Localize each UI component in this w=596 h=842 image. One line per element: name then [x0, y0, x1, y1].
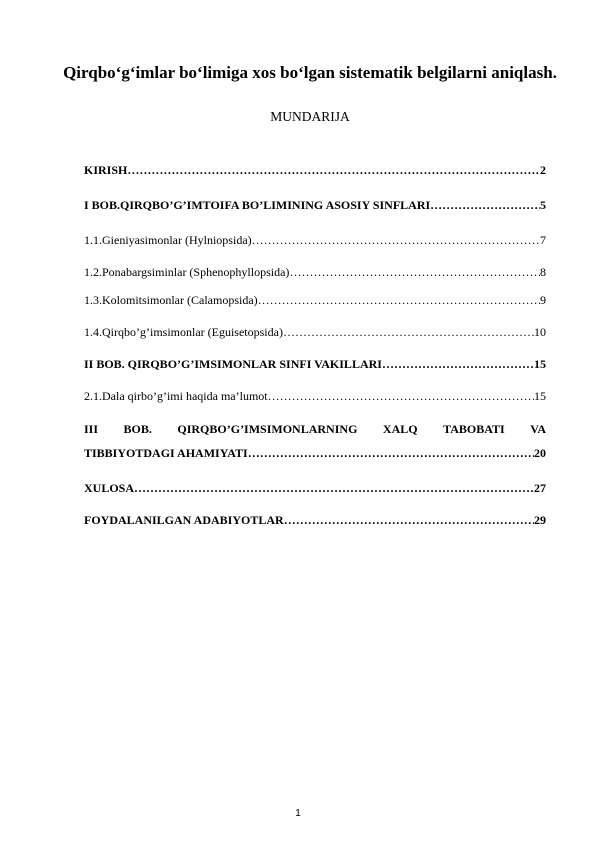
toc-entry-page: 15 — [534, 357, 546, 371]
toc-entry-page: 10 — [534, 325, 546, 339]
page-number: 1 — [295, 808, 301, 819]
toc-entry-label: 1.4.Qirqbo’g’imsimonlar (Eguisetopsida) — [84, 325, 283, 339]
toc-entry-label: I BOB.QIRQBO’G’IMTOIFA BO’LIMINING ASOSIY SINFLARI — [84, 198, 431, 212]
toc-leader-dots — [127, 161, 540, 179]
toc-entry-label: 1.1.Gieniyasimonlar (Hylniopsida) — [84, 233, 252, 247]
toc-entry-section-1-1[interactable] — [84, 231, 546, 249]
toc-leader-dots — [252, 231, 540, 249]
toc-entry-references[interactable] — [84, 511, 546, 529]
toc-leader-dots — [134, 479, 534, 497]
toc-word: TABOBATI — [443, 422, 505, 436]
toc-entry-label: II BOB. QIRQBO’G’IMSIMONLAR SINFI VAKILLARI — [84, 357, 382, 371]
toc-entry-chapter-1[interactable] — [84, 196, 546, 214]
toc-entry-page: 20 — [534, 446, 546, 460]
toc-leader-dots — [283, 323, 534, 341]
toc-leader-dots — [284, 511, 534, 529]
toc-entry-section-1-2[interactable] — [84, 263, 546, 281]
toc-entry-chapter-3-line2[interactable] — [84, 444, 546, 462]
toc-entry-label: XULOSA — [84, 481, 135, 495]
toc-entry-page: 2 — [540, 163, 546, 177]
toc-leader-dots — [430, 196, 540, 214]
toc-entry-page: 29 — [534, 513, 546, 527]
toc-entry-label: FOYDALANILGAN ADABIYOTLAR — [84, 513, 284, 527]
toc-word: VA — [530, 422, 546, 436]
toc-leader-dots — [289, 263, 540, 281]
toc-entry-label: 1.2.Ponabargsiminlar (Sphenophyllopsida) — [84, 265, 290, 279]
toc-word: BOB. — [123, 422, 152, 436]
toc-entry-page: 27 — [534, 481, 546, 495]
toc-leader-dots — [382, 355, 534, 373]
toc-leader-dots — [248, 444, 534, 462]
toc-word: QIRQBO’G’IMSIMONLARNING — [177, 422, 358, 436]
toc-heading: MUNDARIJA — [270, 109, 350, 124]
toc-entry-page: 8 — [540, 265, 546, 279]
document-title: Qirqbo‘g‘imlar bo‘limiga xos bo‘lgan sistematik belgilarni aniqlash. — [63, 63, 557, 82]
toc-entry-chapter-3-line1[interactable] — [84, 422, 546, 437]
toc-word: XALQ — [382, 422, 418, 436]
toc-entry-section-1-4[interactable] — [84, 323, 546, 341]
toc-entry-page: 5 — [540, 198, 546, 212]
toc-leader-dots — [258, 291, 540, 309]
toc-leader-dots — [268, 387, 534, 405]
toc-entry-kirish[interactable] — [84, 161, 546, 179]
toc-entry-label: 2.1.Dala qirbo’g’imi haqida ma’lumot — [84, 389, 268, 403]
toc-entry-page: 9 — [540, 293, 546, 307]
toc-entry-section-1-3[interactable] — [84, 291, 546, 309]
toc-entry-section-2-1[interactable] — [84, 387, 546, 405]
toc-entry-label: KIRISH — [84, 163, 128, 177]
toc-entry-chapter-2[interactable] — [84, 355, 546, 373]
toc-word: III — [84, 422, 99, 436]
toc-entry-xulosa[interactable] — [84, 479, 546, 497]
toc-entry-label: 1.3.Kolomitsimonlar (Calamopsida) — [84, 293, 258, 307]
toc-entry-page: 15 — [534, 389, 546, 403]
toc-entry-label: TIBBIYOTDAGI AHAMIYATI — [84, 446, 248, 460]
toc-entry-page: 7 — [540, 233, 546, 247]
